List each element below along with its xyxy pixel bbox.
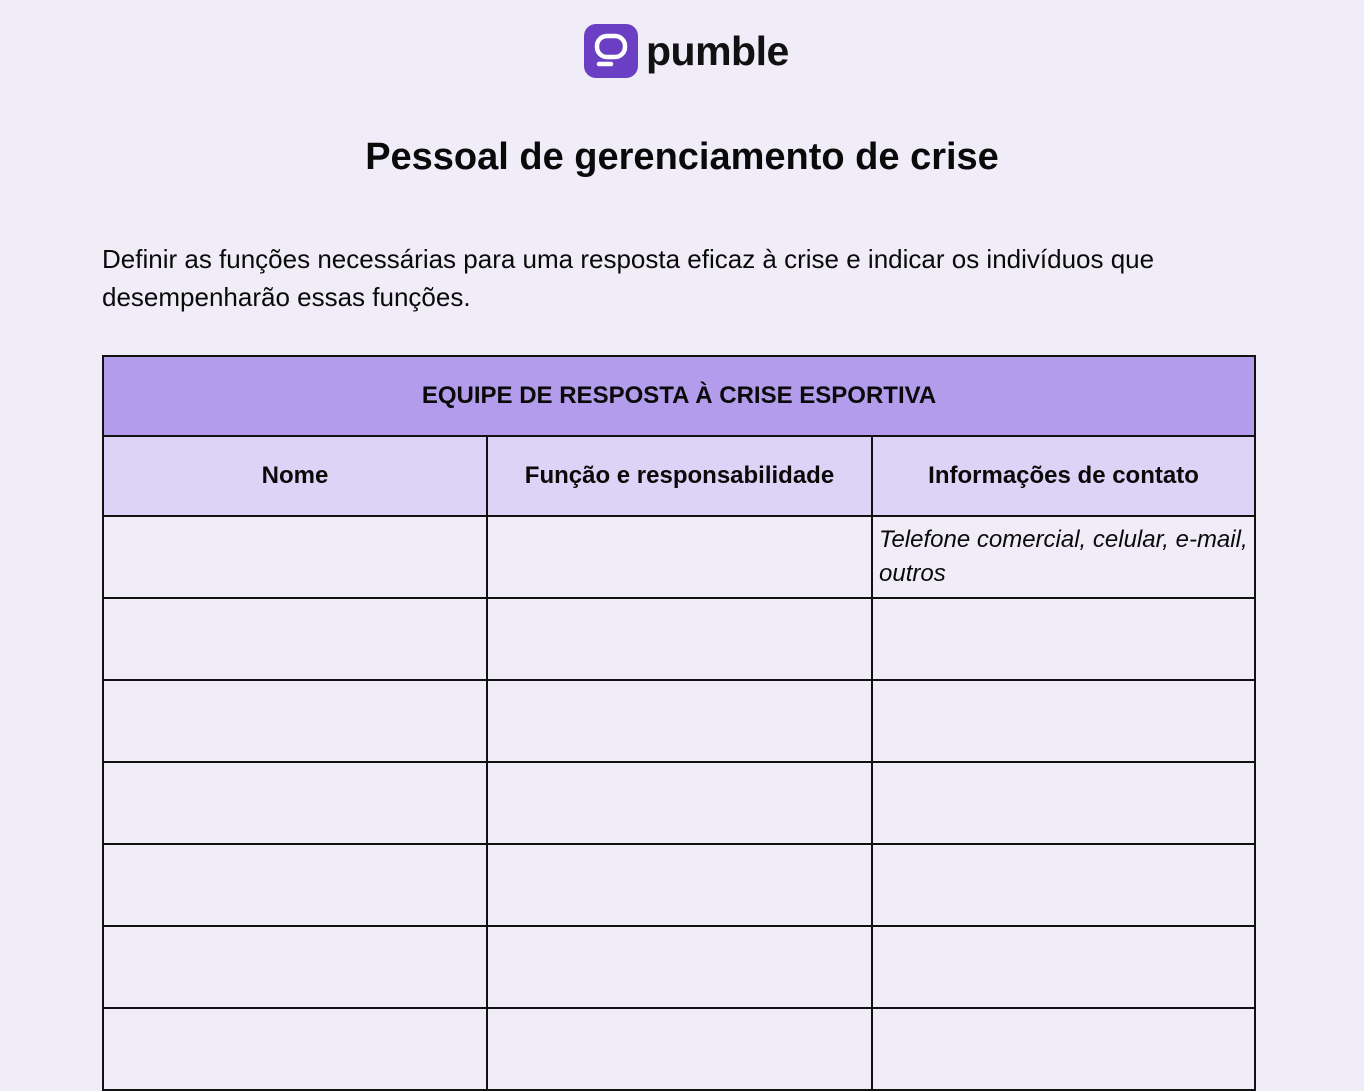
table-cell[interactable] <box>487 516 872 598</box>
column-header-role: Função e responsabilidade <box>487 436 872 516</box>
table-cell[interactable] <box>872 926 1255 1008</box>
column-header-contact: Informações de contato <box>872 436 1255 516</box>
table-cell[interactable] <box>103 844 487 926</box>
table-cell[interactable] <box>487 926 872 1008</box>
table-cell[interactable] <box>487 680 872 762</box>
table-cell[interactable] <box>487 762 872 844</box>
table-cell[interactable] <box>103 516 487 598</box>
table-cell[interactable] <box>487 598 872 680</box>
table-caption: EQUIPE DE RESPOSTA À CRISE ESPORTIVA <box>103 356 1255 436</box>
table-cell[interactable] <box>872 1008 1255 1090</box>
table-row <box>103 926 1255 1008</box>
table-row <box>103 844 1255 926</box>
pumble-logo <box>584 24 789 78</box>
table-row <box>103 1008 1255 1090</box>
table-cell[interactable] <box>103 926 487 1008</box>
table-row <box>103 680 1255 762</box>
table-cell[interactable] <box>872 762 1255 844</box>
table-cell[interactable] <box>872 680 1255 762</box>
table-cell[interactable] <box>487 1008 872 1090</box>
table-cell[interactable] <box>872 844 1255 926</box>
table-cell[interactable] <box>103 680 487 762</box>
table-cell[interactable] <box>103 1008 487 1090</box>
table-cell[interactable] <box>487 844 872 926</box>
table-row <box>103 762 1255 844</box>
pumble-logo-icon <box>584 24 638 78</box>
table-caption-row <box>103 356 1255 436</box>
intro-paragraph: Definir as funções necessárias para uma resposta eficaz à crise e indicar os indivíduos que desempenharão essas funções. <box>102 244 1155 312</box>
pumble-logo-wordmark: pumble <box>646 28 789 74</box>
table-row <box>103 598 1255 680</box>
table-header-row <box>103 436 1255 516</box>
crisis-team-table <box>102 355 1256 1091</box>
table-row <box>103 516 1255 598</box>
table-cell[interactable] <box>103 762 487 844</box>
page-title: Pessoal de gerenciamento de crise <box>365 136 999 178</box>
table-cell[interactable] <box>872 516 1255 598</box>
contact-hint-text: Telefone comercial, celular, e-mail, outros <box>879 526 1248 587</box>
table-cell[interactable] <box>103 598 487 680</box>
column-header-name: Nome <box>103 436 487 516</box>
table-cell[interactable] <box>872 598 1255 680</box>
